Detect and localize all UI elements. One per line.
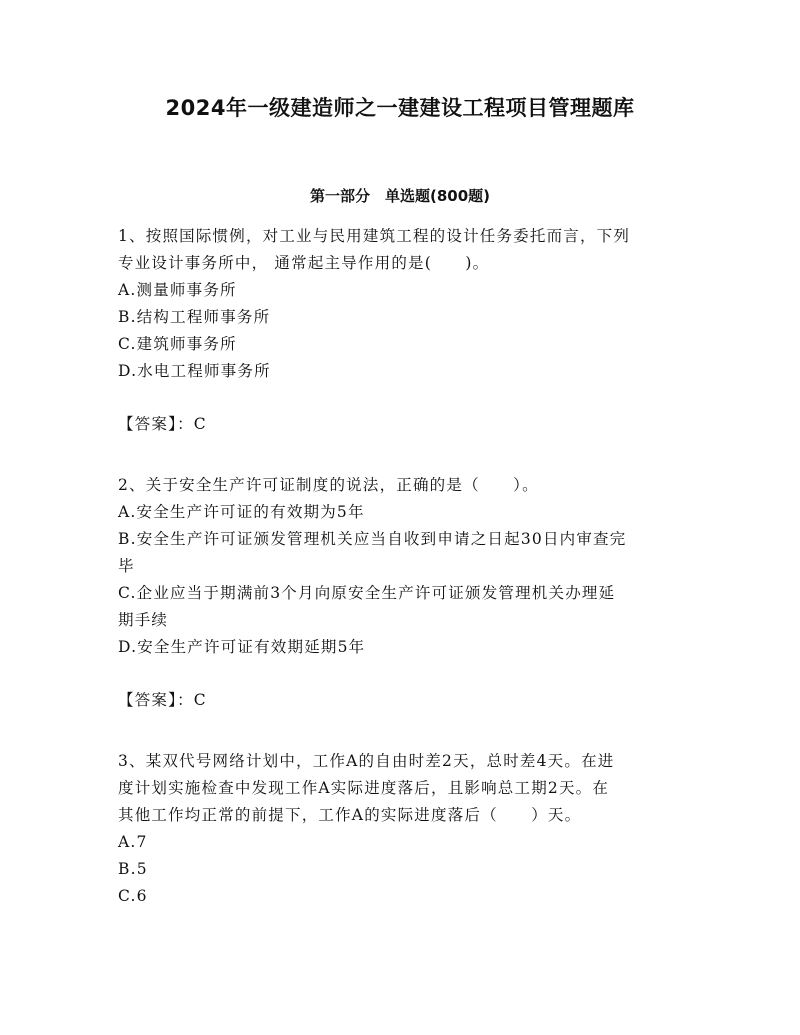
- question-2: [118, 472, 683, 714]
- question-list: [118, 223, 683, 944]
- answer-label: 【答案】: [118, 691, 178, 709]
- question-2-option-c-line-2: 期手续: [118, 611, 169, 629]
- answer-value: C: [193, 415, 207, 433]
- answer-separator: ：: [177, 415, 194, 433]
- question-1-stem-line-1: 1、按照国际惯例，对工业与民用建筑工程的设计任务委托而言，下列: [118, 227, 631, 245]
- question-3-option-b: B.5: [118, 860, 148, 878]
- question-1-option-b: B.结构工程师事务所: [118, 308, 271, 326]
- answer-value: C: [193, 691, 207, 709]
- question-2-option-b-line-2: 毕: [118, 557, 135, 575]
- question-1-option-c: C.建筑师事务所: [118, 335, 237, 353]
- question-1: [118, 223, 683, 438]
- question-2-option-a: A.安全生产许可证的有效期为5年: [118, 503, 365, 521]
- question-2-answer: [118, 687, 683, 714]
- question-2-option-d: D.安全生产许可证有效期延期5年: [118, 638, 366, 656]
- question-1-answer: [118, 411, 683, 438]
- question-1-option-d: D.水电工程师事务所: [118, 362, 271, 380]
- question-3-option-c: C.6: [118, 887, 148, 905]
- question-3: [118, 748, 683, 910]
- document-title: 2024年一级建造师之一建建设工程项目管理题库: [165, 96, 635, 120]
- answer-label: 【答案】: [118, 415, 178, 433]
- answer-separator: ：: [177, 691, 194, 709]
- question-3-option-a: A.7: [118, 833, 148, 851]
- question-3-stem-line-1: 3、某双代号网络计划中，工作A的自由时差2天，总时差4天。在进: [118, 752, 615, 770]
- question-2-option-b-line-1: B.安全生产许可证颁发管理机关应当自收到申请之日起30日内审查完: [118, 530, 627, 548]
- question-1-option-a: A.测量师事务所: [118, 281, 237, 299]
- question-1-stem-line-2: 专业设计事务所中， 通常起主导作用的是( )。: [118, 254, 490, 272]
- question-3-stem-line-2: 度计划实施检查中发现工作A实际进度落后，且影响总工期2天。在: [118, 779, 610, 797]
- section-heading: 第一部分 单选题(800题): [309, 187, 491, 205]
- question-2-stem-line-1: 2、关于安全生产许可证制度的说法，正确的是（ ）。: [118, 476, 539, 494]
- question-2-option-c-line-1: C.企业应当于期满前3个月向原安全生产许可证颁发管理机关办理延: [118, 584, 616, 602]
- question-3-stem-line-3: 其他工作均正常的前提下，工作A的实际进度落后（ ）天。: [118, 806, 582, 824]
